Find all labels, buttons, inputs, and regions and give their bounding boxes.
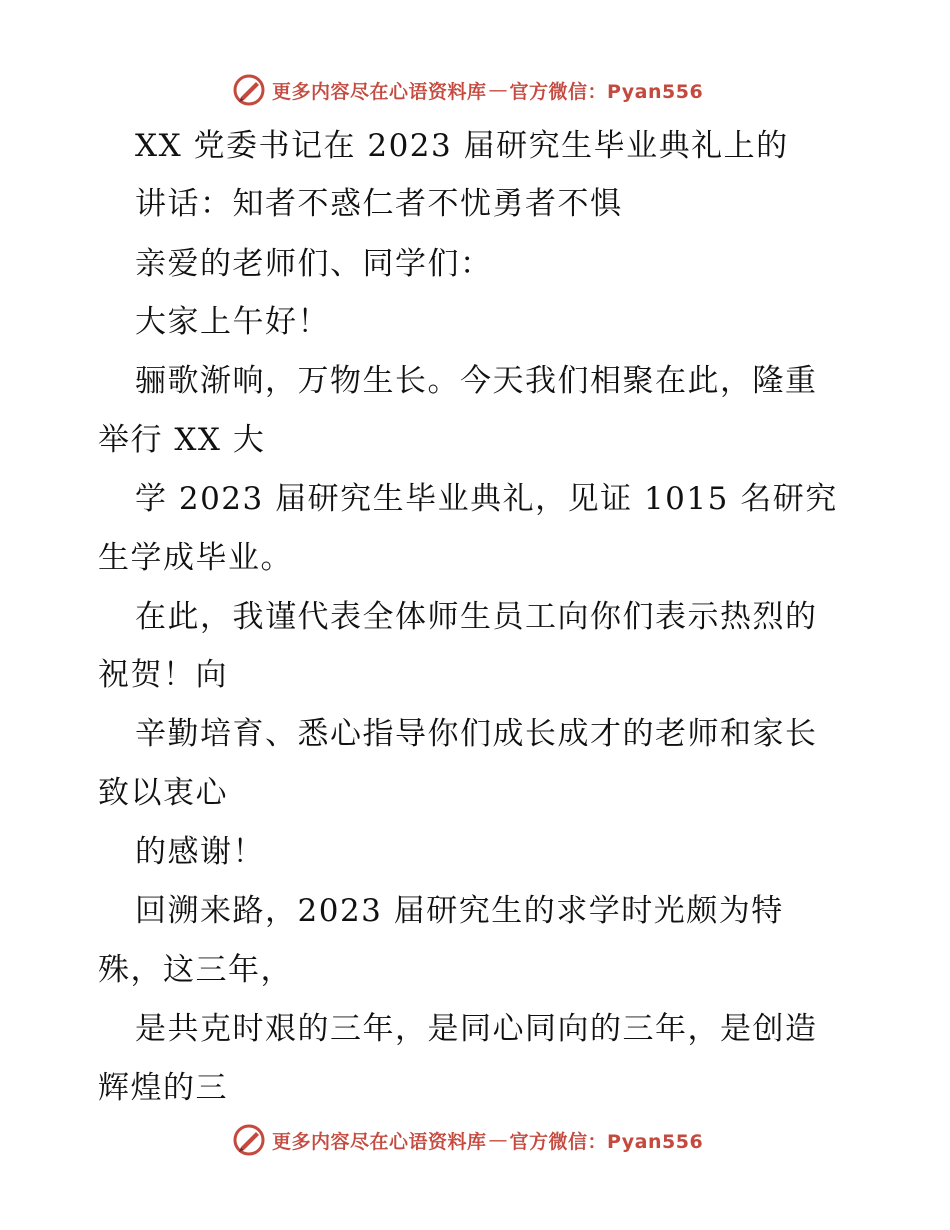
paragraph-line: 举行 XX 大 <box>98 422 266 458</box>
watermark-text: 更多内容尽在心语资料库 <box>272 80 487 103</box>
watermark-dash: — <box>488 79 508 101</box>
footer-watermark <box>232 1122 703 1158</box>
paragraph-line: 在此，我谨代表全体师生员工向你们表示热烈的 <box>135 599 818 635</box>
watermark-dash: — <box>488 1129 508 1151</box>
paragraph-line: 学 2023 届研究生毕业典礼，见证 1015 名研究 <box>135 481 838 517</box>
paragraph-line: 生学成毕业。 <box>98 540 293 576</box>
watermark-text: 更多内容尽在心语资料库 <box>272 1130 487 1153</box>
watermark-account: 官方微信：Pyan556 <box>509 1130 704 1153</box>
paragraph-line: 是共克时艰的三年，是同心同向的三年，是创造 <box>135 1011 818 1047</box>
logo-icon <box>232 1123 266 1157</box>
paragraph-line: 致以衷心 <box>98 775 228 811</box>
paragraph-line: 的感谢！ <box>135 834 265 870</box>
title-line-1: XX 党委书记在 2023 届研究生毕业典礼上的 <box>135 128 789 164</box>
paragraph-line: 辉煌的三 <box>98 1070 228 1106</box>
paragraph-line: 骊歌渐响，万物生长。今天我们相聚在此，隆重 <box>135 363 818 399</box>
logo-icon <box>232 73 266 107</box>
header-watermark <box>232 72 703 108</box>
paragraph-line: 殊，这三年， <box>98 952 293 988</box>
salutation: 亲爱的老师们、同学们： <box>135 246 493 282</box>
paragraph-line: 辛勤培育、悉心指导你们成长成才的老师和家长 <box>135 716 818 752</box>
paragraph-line: 祝贺！向 <box>98 657 228 693</box>
paragraph-line: 回溯来路，2023 届研究生的求学时光颇为特 <box>135 893 784 929</box>
watermark-account: 官方微信：Pyan556 <box>509 80 704 103</box>
title-line-2: 讲话：知者不惑仁者不忧勇者不惧 <box>135 186 623 222</box>
greeting: 大家上午好！ <box>135 304 330 340</box>
